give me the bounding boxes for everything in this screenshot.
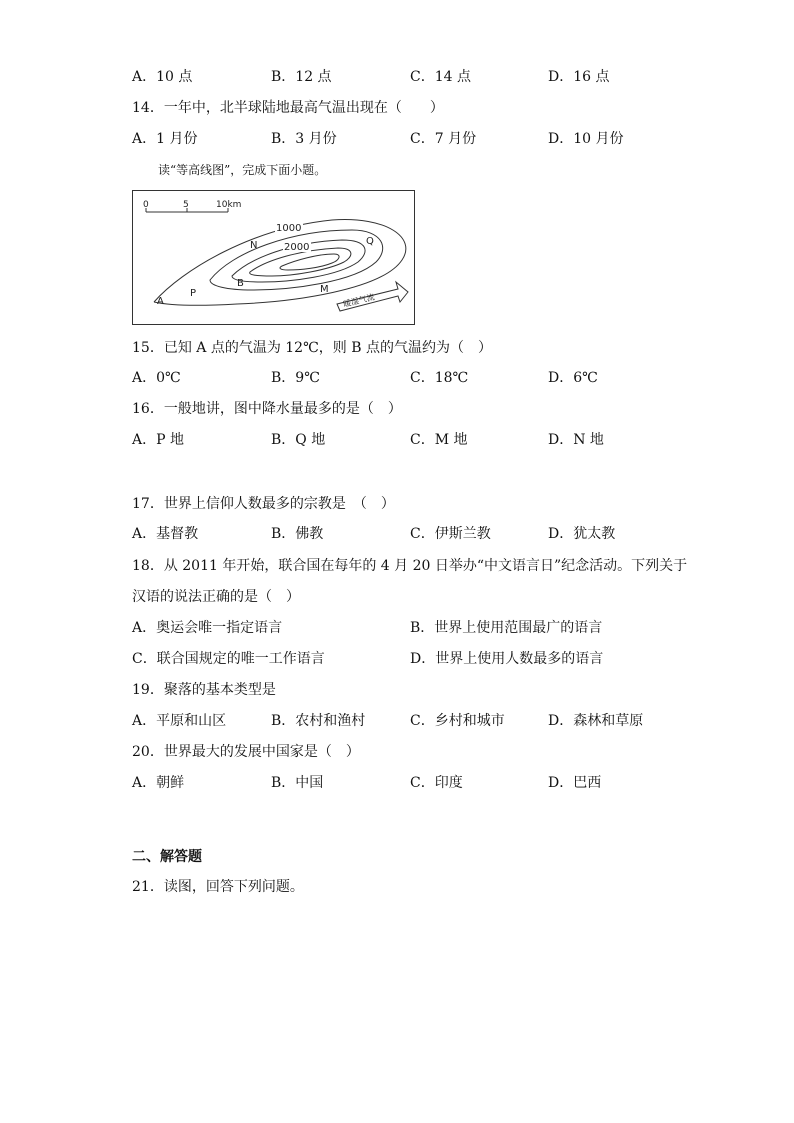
q20-option-c: C．印度 xyxy=(410,775,463,791)
q17-option-c: C．伊斯兰教 xyxy=(410,526,491,542)
contour-map xyxy=(132,190,415,325)
point-q: Q xyxy=(366,236,374,247)
q20-option-a: A．朝鲜 xyxy=(132,775,185,791)
airflow-label: 暖湿气流 xyxy=(342,292,376,309)
q15-option-a: A．0℃ xyxy=(132,370,181,386)
q20-option-d: D．巴西 xyxy=(548,775,602,791)
q20-option-b: B．中国 xyxy=(271,775,324,791)
q18-stem-line1: 18．从 2011 年开始，联合国在每年的 4 月 20 日举办“中文语言日”纪念活动。下列关于 xyxy=(132,558,688,574)
q16-stem: 16．一般地讲，图中降水量最多的是（ ） xyxy=(132,401,402,417)
q18-stem-line2: 汉语的说法正确的是（ ） xyxy=(132,589,300,605)
q19-option-b: B．农村和渔村 xyxy=(271,713,366,729)
q14-option-d: D．10 月份 xyxy=(548,131,624,147)
contour-label-1000: 1000 xyxy=(276,223,302,234)
scale-label-10km: 10km xyxy=(216,200,242,210)
q18-option-c: C．联合国规定的唯一工作语言 xyxy=(132,651,325,667)
map-instruction: 读“等高线图”，完成下面小题。 xyxy=(158,163,327,177)
scale-label-0: 0 xyxy=(143,200,149,210)
q19-option-a: A．平原和山区 xyxy=(132,713,227,729)
q13-option-c: C．14 点 xyxy=(410,69,471,85)
q18-option-a: A．奥运会唯一指定语言 xyxy=(132,620,283,636)
q16-option-c: C．M 地 xyxy=(410,432,468,448)
point-b: B xyxy=(237,278,244,289)
q21-stem: 21．读图，回答下列问题。 xyxy=(132,879,304,895)
point-p: P xyxy=(190,288,197,299)
q14-option-a: A．1 月份 xyxy=(132,131,198,147)
point-n: N xyxy=(250,240,258,251)
section-heading-answer-questions: 二、解答题 xyxy=(132,849,202,865)
q17-option-b: B．佛教 xyxy=(271,526,324,542)
q14-stem: 14．一年中，北半球陆地最高气温出现在（ ） xyxy=(132,100,444,116)
point-a: A xyxy=(157,296,164,307)
contour-label-2000: 2000 xyxy=(284,242,310,253)
q16-option-d: D．N 地 xyxy=(548,432,604,448)
scale-label-5: 5 xyxy=(183,200,189,210)
q15-option-c: C．18℃ xyxy=(410,370,469,386)
q19-stem: 19．聚落的基本类型是 xyxy=(132,682,276,698)
q17-stem: 17．世界上信仰人数最多的宗教是 （ ） xyxy=(132,496,395,512)
q16-option-a: A．P 地 xyxy=(132,432,184,448)
q19-option-d: D．森林和草原 xyxy=(548,713,644,729)
q15-stem: 15．已知 A 点的气温为 12℃，则 B 点的气温约为（ ） xyxy=(132,340,492,356)
q20-stem: 20．世界最大的发展中国家是（ ） xyxy=(132,744,360,760)
q13-option-d: D．16 点 xyxy=(548,69,610,85)
q19-option-c: C．乡村和城市 xyxy=(410,713,505,729)
q15-option-d: D．6℃ xyxy=(548,370,598,386)
q17-option-a: A．基督教 xyxy=(132,526,199,542)
q14-option-b: B．3 月份 xyxy=(271,131,337,147)
q16-option-b: B．Q 地 xyxy=(271,432,326,448)
q18-option-d: D．世界上使用人数最多的语言 xyxy=(410,651,604,667)
point-m: M xyxy=(320,284,329,295)
q13-option-b: B．12 点 xyxy=(271,69,332,85)
q17-option-d: D．犹太教 xyxy=(548,526,616,542)
q14-option-c: C．7 月份 xyxy=(410,131,477,147)
q13-option-a: A．10 点 xyxy=(132,69,193,85)
q18-option-b: B．世界上使用范围最广的语言 xyxy=(410,620,603,636)
q15-option-b: B．9℃ xyxy=(271,370,320,386)
